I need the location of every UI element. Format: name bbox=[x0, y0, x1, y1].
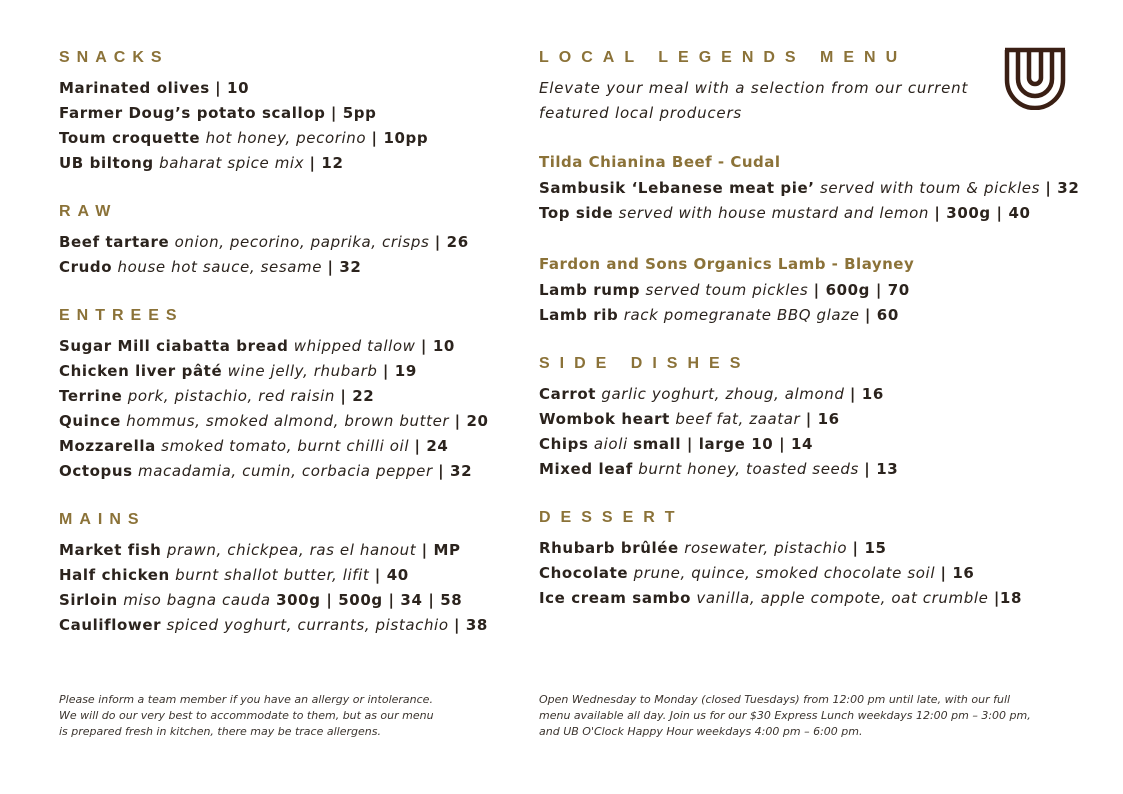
item-desc: smoked tomato, burnt chilli oil bbox=[161, 437, 410, 455]
menu-item bbox=[59, 255, 509, 280]
menu-item bbox=[539, 536, 1079, 561]
item-price: | 32 bbox=[438, 462, 473, 480]
item-name: Chicken liver pâté bbox=[59, 362, 223, 380]
item-name: UB biltong bbox=[59, 154, 154, 172]
item-desc: served with toum & pickles bbox=[819, 179, 1040, 197]
section-title-local-legends: LOCAL LEGENDS MENU bbox=[539, 49, 908, 66]
side-dishes-section bbox=[539, 354, 1079, 482]
left-column bbox=[59, 48, 509, 664]
item-price: | 19 bbox=[382, 362, 417, 380]
item-desc: garlic yoghurt, zhoug, almond bbox=[601, 385, 845, 403]
item-desc: served with house mustard and lemon bbox=[618, 204, 930, 222]
item-desc: macadamia, cumin, corbacia pepper bbox=[138, 462, 433, 480]
item-price: | 20 bbox=[454, 412, 489, 430]
item-name: Beef tartare bbox=[59, 233, 170, 251]
item-name: Sambusik ‘Lebanese meat pie’ bbox=[539, 179, 815, 197]
item-desc: hot honey, pecorino bbox=[205, 129, 367, 147]
item-name: Terrine bbox=[59, 387, 123, 405]
producer-group bbox=[539, 150, 1079, 226]
item-price: | 12 bbox=[309, 154, 344, 172]
menu-item bbox=[59, 538, 509, 563]
item-name: Toum croquette bbox=[59, 129, 201, 147]
menu-item bbox=[539, 407, 1079, 432]
item-price: | 32 bbox=[327, 258, 362, 276]
menu-item bbox=[539, 586, 1079, 611]
menu-item bbox=[539, 201, 1079, 226]
item-price: | 300g | 40 bbox=[934, 204, 1031, 222]
menu-item bbox=[539, 457, 1079, 482]
item-price: | 10 bbox=[215, 79, 250, 97]
item-desc: burnt shallot butter, lifit bbox=[175, 566, 370, 584]
dessert-section bbox=[539, 508, 1079, 611]
section-title-entrees: ENTREES bbox=[59, 307, 184, 324]
item-name: Sirloin bbox=[59, 591, 118, 609]
menu-item bbox=[59, 434, 509, 459]
section-title-dessert: DESSERT bbox=[539, 509, 685, 526]
item-desc: prune, quince, smoked chocolate soil bbox=[633, 564, 936, 582]
section-title-snacks: SNACKS bbox=[59, 49, 169, 66]
item-price: | 26 bbox=[434, 233, 469, 251]
item-name: Lamb rib bbox=[539, 306, 619, 324]
menu-item bbox=[539, 382, 1079, 407]
item-desc: wine jelly, rhubarb bbox=[227, 362, 378, 380]
item-name: Carrot bbox=[539, 385, 597, 403]
item-desc: beef fat, zaatar bbox=[675, 410, 801, 428]
ub-logo-icon bbox=[1003, 46, 1067, 110]
item-price: | MP bbox=[421, 541, 461, 559]
item-desc: house hot sauce, sesame bbox=[117, 258, 323, 276]
menu-item bbox=[59, 151, 509, 176]
menu-item bbox=[539, 432, 1079, 457]
item-name: Top side bbox=[539, 204, 614, 222]
item-name: Lamb rump bbox=[539, 281, 641, 299]
item-desc: whipped tallow bbox=[293, 337, 416, 355]
item-desc: baharat spice mix bbox=[159, 154, 305, 172]
menu-item bbox=[539, 278, 1079, 303]
allergy-notice: Please inform a team member if you have an allergy or intolerance. We will do our very best to accommodate to them, but as our menu is prepared fresh in kitchen, there may be trace allergens. bbox=[59, 693, 434, 738]
item-price: | 16 bbox=[805, 410, 840, 428]
section-title-mains: MAINS bbox=[59, 511, 146, 528]
menu-item bbox=[59, 409, 509, 434]
item-desc: rosewater, pistachio bbox=[684, 539, 848, 557]
menu-item bbox=[539, 303, 1079, 328]
raw-section bbox=[59, 202, 509, 280]
item-name: Ice cream sambo bbox=[539, 589, 692, 607]
item-name: Mozzarella bbox=[59, 437, 156, 455]
menu-item bbox=[59, 126, 509, 151]
item-price: | 22 bbox=[340, 387, 375, 405]
item-price: | 10 bbox=[420, 337, 455, 355]
item-desc: prawn, chickpea, ras el hanout bbox=[166, 541, 417, 559]
producer-name: Tilda Chianina Beef - Cudal bbox=[539, 153, 781, 171]
item-price: | 10pp bbox=[371, 129, 429, 147]
item-price: | 5pp bbox=[330, 104, 377, 122]
item-price: | 16 bbox=[940, 564, 975, 582]
menu-item bbox=[59, 613, 509, 638]
menu-item bbox=[59, 588, 509, 613]
mains-section bbox=[59, 510, 509, 638]
item-price: | 600g | 70 bbox=[813, 281, 910, 299]
item-name: Sugar Mill ciabatta bread bbox=[59, 337, 289, 355]
menu-item bbox=[59, 384, 509, 409]
entrees-section bbox=[59, 306, 509, 484]
item-name: Farmer Doug’s potato scallop bbox=[59, 104, 326, 122]
item-name: Octopus bbox=[59, 462, 133, 480]
item-price: small | large 10 | 14 bbox=[633, 435, 814, 453]
item-name: Rhubarb brûlée bbox=[539, 539, 679, 557]
item-price: | 24 bbox=[414, 437, 449, 455]
item-desc: pork, pistachio, red raisin bbox=[127, 387, 335, 405]
item-name: Marinated olives bbox=[59, 79, 210, 97]
item-price: | 38 bbox=[453, 616, 488, 634]
item-price: | 60 bbox=[864, 306, 899, 324]
item-desc: burnt honey, toasted seeds bbox=[638, 460, 859, 478]
item-desc: served toum pickles bbox=[645, 281, 809, 299]
item-name: Mixed leaf bbox=[539, 460, 633, 478]
item-desc: vanilla, apple compote, oat crumble bbox=[696, 589, 989, 607]
producer-group bbox=[539, 252, 1079, 328]
item-name: Crudo bbox=[59, 258, 113, 276]
item-desc: rack pomegranate BBQ glaze bbox=[623, 306, 860, 324]
item-price: | 16 bbox=[849, 385, 884, 403]
item-name: Cauliflower bbox=[59, 616, 162, 634]
section-title-raw: RAW bbox=[59, 203, 118, 220]
item-price: 300g | 500g | 34 | 58 bbox=[276, 591, 463, 609]
item-desc: spiced yoghurt, currants, pistachio bbox=[166, 616, 449, 634]
item-name: Half chicken bbox=[59, 566, 170, 584]
menu-item bbox=[59, 563, 509, 588]
item-desc: miso bagna cauda bbox=[123, 591, 271, 609]
item-name: Chocolate bbox=[539, 564, 629, 582]
section-title-side-dishes: SIDE DISHES bbox=[539, 355, 751, 372]
menu-item bbox=[539, 176, 1079, 201]
item-name: Wombok heart bbox=[539, 410, 670, 428]
menu-item bbox=[59, 230, 509, 255]
item-price: | 32 bbox=[1045, 179, 1080, 197]
item-name: Chips bbox=[539, 435, 589, 453]
menu-item bbox=[59, 459, 509, 484]
item-desc: onion, pecorino, paprika, crisps bbox=[174, 233, 430, 251]
item-name: Quince bbox=[59, 412, 121, 430]
local-legends-intro: Elevate your meal with a selection from our current featured local producers bbox=[539, 79, 969, 122]
snacks-section bbox=[59, 48, 509, 176]
menu-item bbox=[539, 561, 1079, 586]
menu-item bbox=[59, 334, 509, 359]
item-price: | 15 bbox=[852, 539, 887, 557]
opening-hours-notice: Open Wednesday to Monday (closed Tuesdays) from 12:00 pm until late, with our full menu available all day. Join us for our $30 Express Lunch weekdays 12:00 pm – 3:00 pm, and UB O'Clock Happy Hour weekdays 4:00 pm – 6:00 pm. bbox=[539, 693, 1031, 738]
menu-item bbox=[59, 359, 509, 384]
item-name: Market fish bbox=[59, 541, 162, 559]
menu-item bbox=[59, 101, 509, 126]
item-price: | 13 bbox=[864, 460, 899, 478]
menu-item bbox=[59, 76, 509, 101]
item-desc: aioli bbox=[593, 435, 628, 453]
item-price: | 40 bbox=[374, 566, 409, 584]
item-price: |18 bbox=[993, 589, 1022, 607]
producer-name: Fardon and Sons Organics Lamb - Blayney bbox=[539, 255, 915, 273]
right-column bbox=[539, 48, 1079, 637]
item-desc: hommus, smoked almond, brown butter bbox=[126, 412, 450, 430]
